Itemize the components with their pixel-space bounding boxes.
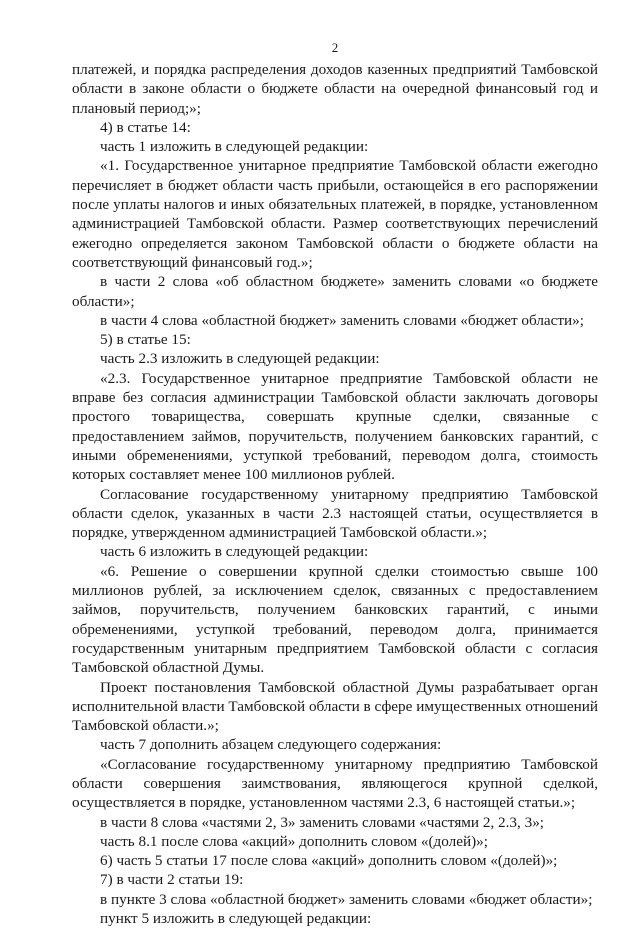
paragraph-part-7-text: «Согласование государственному унитарному предприятию Тамбовской области совершения заимствования, являющегося крупной сделкой, осуществляется в порядке, установленном частями 2.3, 6 настоящей статьи.»; — [72, 755, 598, 812]
paragraph-draft-resolution: Проект постановления Тамбовской областной Думы разрабатывает орган исполнительной власти Тамбовской области в сфере имущественных отношений Тамбовской области.»; — [72, 678, 598, 735]
paragraph-article-14: 4) в статье 14: — [100, 118, 191, 136]
paragraph-part-8-change: в части 8 слова «частями 2, 3» заменить словами «частями 2, 2.3, 3»; — [100, 813, 545, 831]
paragraph-part-2-change: в части 2 слова «об областном бюджете» заменить словами «о бюджете области»; — [72, 273, 598, 310]
page-number: 2 — [331, 40, 339, 55]
paragraph-part-1-header: часть 1 изложить в следующей редакции: — [100, 138, 369, 156]
paragraph-part-8-1-change: часть 8.1 после слова «акций» дополнить словом «(долей)»; — [100, 832, 488, 850]
paragraph-part-6-header: часть 6 изложить в следующей редакции: — [100, 543, 369, 561]
paragraph-item-3-change: в пункте 3 слова «областной бюджет» заменить словами «бюджет области»; — [100, 890, 593, 908]
paragraph-article-17: 6) часть 5 статьи 17 после слова «акций» дополнить словом «(долей)»; — [100, 852, 558, 870]
paragraph-part-2-3-header: часть 2.3 изложить в следующей редакции: — [100, 350, 380, 368]
paragraph-item-5-header: пункт 5 изложить в следующей редакции: — [100, 910, 372, 928]
paragraph-continuation: платежей, и порядка распределения доходов казенных предприятий Тамбовской области в законе области о бюджете области на очередной финансовый год и плановый период;»; — [72, 61, 598, 117]
paragraph-article-15: 5) в статье 15: — [100, 331, 191, 349]
paragraph-part-7-header: часть 7 дополнить абзацем следующего содержания: — [100, 736, 442, 754]
paragraph-part-2-3-text: «2.3. Государственное унитарное предприятие Тамбовской области не вправе без согласия администрации Тамбовской области заключать договоры простого товарищества, совершать крупные сделки, связанные с предоставлением займов, поручительств, получением банковских гарантий, с иными обременениями, уступкой требований, переводом долга, стоимость которых составляет менее 100 миллионов рублей. — [72, 369, 598, 484]
paragraph-part-4-change: в части 4 слова «областной бюджет» заменить словами «бюджет области»; — [100, 311, 584, 329]
paragraph-article-19: 7) в части 2 статьи 19: — [100, 871, 244, 889]
paragraph-part-1-text: «1. Государственное унитарное предприятие Тамбовской области ежегодно перечисляет в бюджет области часть прибыли, остающейся в его распоряжении после уплаты налогов и иных обязательных платежей, в порядке, установленном администрацией Тамбовской области. Размер соответствующих перечислений ежегодно определяется законом Тамбовской области о бюджете области на соответствующий финансовый год.»; — [72, 157, 598, 271]
paragraph-part-6-text: «6. Решение о совершении крупной сделки стоимостью свыше 100 миллионов рублей, за исключением сделок, связанных с предоставлением займов, поручительств, получением банковских гарантий, с иными обременениями, уступкой требований, переводом долга, принимается государственным унитарным предприятием Тамбовской области с согласия Тамбовской областной Думы. — [72, 562, 598, 677]
paragraph-agreement: Согласование государственному унитарному предприятию Тамбовской области сделок, указанных в части 2.3 настоящей статьи, осуществляется в порядке, утвержденном администрацией Тамбовской области.»; — [72, 485, 598, 542]
